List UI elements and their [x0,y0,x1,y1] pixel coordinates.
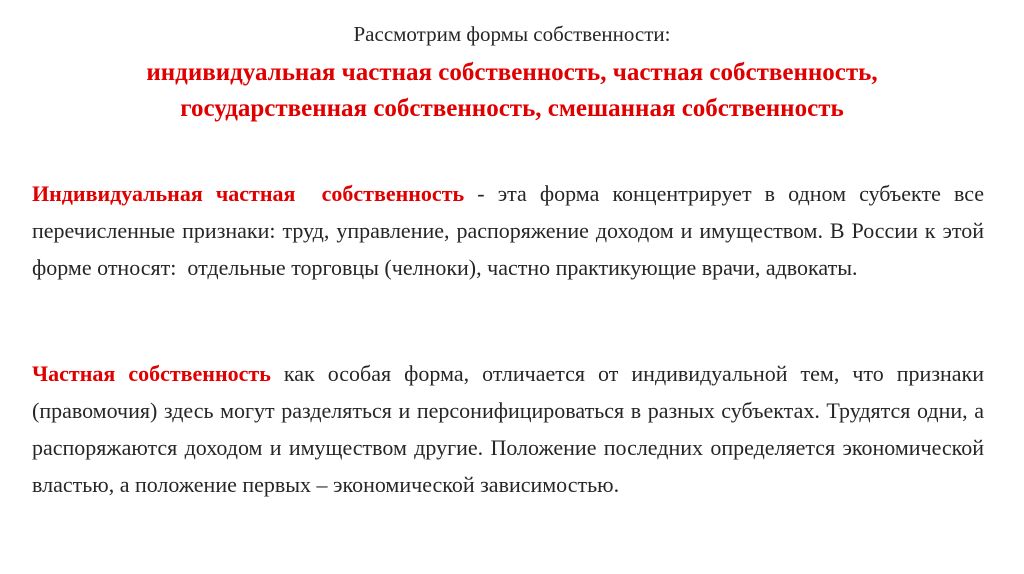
forms-list-line-1: индивидуальная частная собственность, частная собственность, [146,59,878,86]
term-private-property: Частная собственность [32,361,271,386]
paragraph-text-private: как особая форма, отличается от индивидуальной тем, что признаки (правомочия) здесь могут разделяться и персонифицироваться в разных субъектах. Трудятся одни, а распоряжаются доходом и имуществом другие. Положение последних определяется экономической властью, а положение первых – экономической зависимостью. [32,361,990,497]
forms-list-line-2: государственная собственность, смешанная собственность [180,95,844,122]
term-individual-private-property: Индивидуальная частная собственность [32,181,465,206]
paragraph-individual-private-property [32,175,990,286]
forms-list-heading [60,55,964,127]
intro-heading: Рассмотрим формы собственности: [353,22,671,46]
paragraph-private-property [32,355,990,503]
paragraph-text-individual: - эта форма концентрирует в одном субъекте все перечисленные признаки: труд, управление, распоряжение доходом и имуществом. В России к этой форме относят: отдельные торговцы (челноки), частно практикующие врачи, адвокаты. [32,181,990,280]
